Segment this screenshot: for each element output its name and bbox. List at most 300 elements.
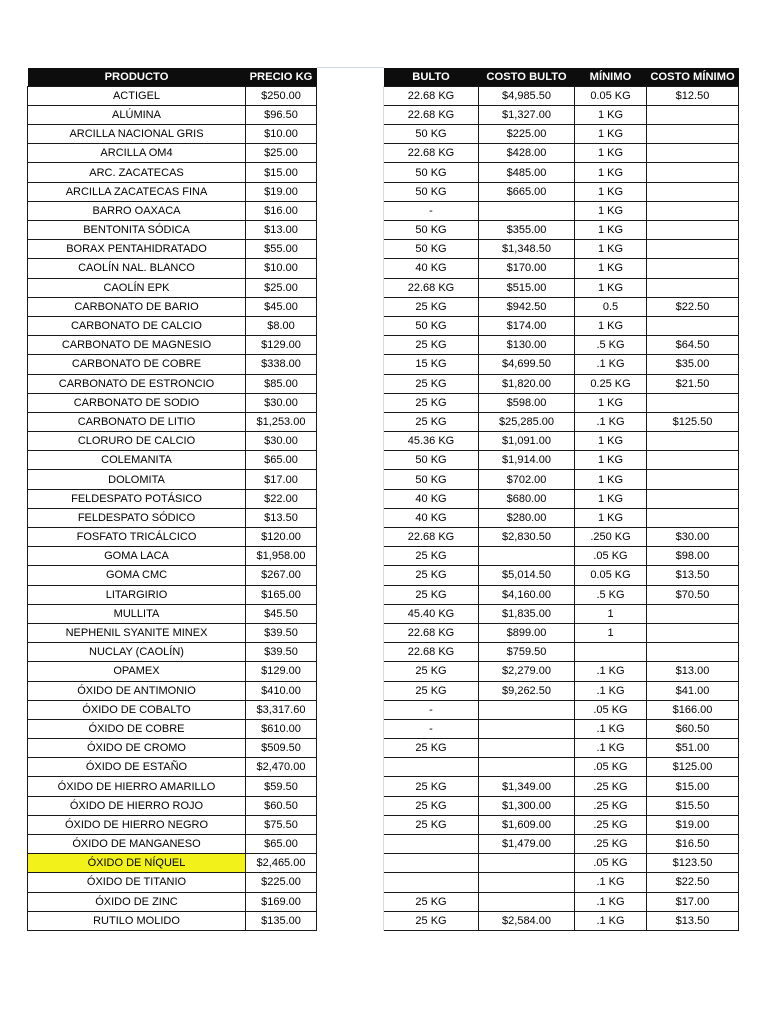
cell-minimo: 0.25 KG [575, 374, 647, 393]
cell-precio-kg: $30.00 [246, 432, 317, 451]
cell-bulto: 25 KG [384, 739, 479, 758]
cell-bulto: 50 KG [384, 316, 479, 335]
cell-producto: CARBONATO DE MAGNESIO [28, 336, 246, 355]
cell-costo-bulto [479, 873, 575, 892]
cell-minimo: 1 KG [575, 432, 647, 451]
cell-costo-bulto: $1,914.00 [479, 451, 575, 470]
cell-bulto: 25 KG [384, 892, 479, 911]
header-minimo: MÍNIMO [575, 68, 647, 87]
cell-minimo: 0.5 [575, 297, 647, 316]
cell-costo-bulto: $174.00 [479, 316, 575, 335]
cell-costo-bulto: $4,699.50 [479, 355, 575, 374]
cell-precio-kg: $338.00 [246, 355, 317, 374]
cell-precio-kg: $22.00 [246, 489, 317, 508]
cell-bulto: 45.36 KG [384, 432, 479, 451]
cell-bulto: 22.68 KG [384, 144, 479, 163]
cell-producto: ÓXIDO DE MANGANESO [28, 835, 246, 854]
cell-costo-minimo [647, 393, 739, 412]
cell-costo-bulto: $702.00 [479, 470, 575, 489]
table-row [28, 796, 739, 815]
cell-bulto: 40 KG [384, 489, 479, 508]
header-gap [317, 68, 384, 87]
cell-producto: DOLOMITA [28, 470, 246, 489]
cell-minimo: .250 KG [575, 528, 647, 547]
gap-cell [317, 623, 384, 642]
cell-bulto: 22.68 KG [384, 86, 479, 105]
gap-cell [317, 144, 384, 163]
cell-precio-kg: $129.00 [246, 662, 317, 681]
cell-costo-bulto: $4,985.50 [479, 86, 575, 105]
gap-cell [317, 528, 384, 547]
cell-producto: ÓXIDO DE HIERRO NEGRO [28, 815, 246, 834]
cell-costo-bulto: $170.00 [479, 259, 575, 278]
cell-costo-bulto [479, 700, 575, 719]
cell-minimo: 1 [575, 604, 647, 623]
gap-cell [317, 739, 384, 758]
cell-minimo: .25 KG [575, 796, 647, 815]
cell-bulto: 25 KG [384, 585, 479, 604]
table-row [28, 508, 739, 527]
cell-costo-minimo: $13.00 [647, 662, 739, 681]
cell-minimo: 1 KG [575, 163, 647, 182]
cell-costo-minimo [647, 316, 739, 335]
cell-costo-bulto: $130.00 [479, 336, 575, 355]
cell-precio-kg: $13.50 [246, 508, 317, 527]
cell-producto: FELDESPATO SÓDICO [28, 508, 246, 527]
gap-cell [317, 604, 384, 623]
gap-cell [317, 278, 384, 297]
cell-precio-kg: $16.00 [246, 201, 317, 220]
cell-producto: GOMA CMC [28, 566, 246, 585]
cell-minimo: .25 KG [575, 777, 647, 796]
cell-costo-minimo [647, 182, 739, 201]
cell-producto: CAOLÍN NAL. BLANCO [28, 259, 246, 278]
cell-bulto: 22.68 KG [384, 643, 479, 662]
gap-cell [317, 873, 384, 892]
cell-minimo: .1 KG [575, 739, 647, 758]
cell-precio-kg: $8.00 [246, 316, 317, 335]
cell-producto: CARBONATO DE SODIO [28, 393, 246, 412]
cell-costo-minimo: $64.50 [647, 336, 739, 355]
cell-precio-kg: $65.00 [246, 835, 317, 854]
cell-minimo: 0.05 KG [575, 86, 647, 105]
cell-bulto: 25 KG [384, 815, 479, 834]
cell-precio-kg: $39.50 [246, 643, 317, 662]
table-row [28, 604, 739, 623]
cell-precio-kg: $59.50 [246, 777, 317, 796]
gap-cell [317, 451, 384, 470]
cell-minimo: .1 KG [575, 873, 647, 892]
table-row [28, 105, 739, 124]
cell-precio-kg: $19.00 [246, 182, 317, 201]
cell-producto: ÓXIDO DE HIERRO AMARILLO [28, 777, 246, 796]
cell-minimo: 1 KG [575, 240, 647, 259]
cell-producto: RUTILO MOLIDO [28, 911, 246, 930]
cell-costo-minimo: $16.50 [647, 835, 739, 854]
gap-cell [317, 105, 384, 124]
table-row [28, 374, 739, 393]
header-costo-bulto: COSTO BULTO [479, 68, 575, 87]
header-costo-minimo: COSTO MÍNIMO [647, 68, 739, 87]
cell-minimo: 1 KG [575, 259, 647, 278]
cell-precio-kg: $225.00 [246, 873, 317, 892]
cell-minimo: 1 KG [575, 470, 647, 489]
cell-bulto: 25 KG [384, 662, 479, 681]
cell-precio-kg: $25.00 [246, 144, 317, 163]
cell-precio-kg: $17.00 [246, 470, 317, 489]
table-row [28, 719, 739, 738]
cell-costo-bulto: $680.00 [479, 489, 575, 508]
gap-cell [317, 892, 384, 911]
cell-producto: COLEMANITA [28, 451, 246, 470]
cell-minimo: .25 KG [575, 835, 647, 854]
gap-cell [317, 566, 384, 585]
table-row [28, 585, 739, 604]
cell-producto: ARCILLA NACIONAL GRIS [28, 125, 246, 144]
cell-precio-kg: $15.00 [246, 163, 317, 182]
cell-costo-minimo: $125.00 [647, 758, 739, 777]
gap-cell [317, 336, 384, 355]
cell-costo-minimo: $70.50 [647, 585, 739, 604]
cell-costo-minimo: $13.50 [647, 566, 739, 585]
cell-costo-minimo [647, 278, 739, 297]
table-row [28, 201, 739, 220]
cell-bulto: 25 KG [384, 412, 479, 431]
cell-bulto: 25 KG [384, 393, 479, 412]
cell-costo-minimo: $19.00 [647, 815, 739, 834]
cell-bulto: 25 KG [384, 297, 479, 316]
cell-precio-kg: $45.00 [246, 297, 317, 316]
cell-precio-kg: $25.00 [246, 278, 317, 297]
gap-cell [317, 719, 384, 738]
gap-cell [317, 355, 384, 374]
cell-producto: LITARGIRIO [28, 585, 246, 604]
cell-precio-kg: $85.00 [246, 374, 317, 393]
cell-costo-minimo: $17.00 [647, 892, 739, 911]
cell-precio-kg: $45.50 [246, 604, 317, 623]
cell-minimo: .25 KG [575, 815, 647, 834]
cell-bulto: 50 KG [384, 221, 479, 240]
price-table-sheet [27, 67, 739, 931]
cell-minimo: 1 KG [575, 316, 647, 335]
gap-cell [317, 86, 384, 105]
cell-producto: ARCILLA ZACATECAS FINA [28, 182, 246, 201]
gap-cell [317, 412, 384, 431]
cell-precio-kg: $96.50 [246, 105, 317, 124]
cell-producto: ÓXIDO DE ZINC [28, 892, 246, 911]
gap-cell [317, 547, 384, 566]
cell-minimo: 1 KG [575, 125, 647, 144]
gap-cell [317, 835, 384, 854]
cell-costo-bulto: $1,327.00 [479, 105, 575, 124]
cell-costo-bulto: $2,584.00 [479, 911, 575, 930]
cell-costo-minimo [647, 221, 739, 240]
cell-producto: FELDESPATO POTÁSICO [28, 489, 246, 508]
cell-costo-bulto: $428.00 [479, 144, 575, 163]
cell-bulto: 22.68 KG [384, 623, 479, 642]
gap-cell [317, 777, 384, 796]
table-row [28, 873, 739, 892]
cell-costo-minimo [647, 105, 739, 124]
table-row [28, 336, 739, 355]
cell-producto: CAOLÍN EPK [28, 278, 246, 297]
cell-bulto: 22.68 KG [384, 278, 479, 297]
cell-precio-kg: $250.00 [246, 86, 317, 105]
cell-precio-kg: $10.00 [246, 125, 317, 144]
table-row [28, 355, 739, 374]
cell-bulto: 50 KG [384, 451, 479, 470]
cell-costo-bulto: $1,609.00 [479, 815, 575, 834]
gap-cell [317, 585, 384, 604]
cell-precio-kg: $55.00 [246, 240, 317, 259]
cell-costo-minimo [647, 604, 739, 623]
table-row [28, 528, 739, 547]
cell-precio-kg: $60.50 [246, 796, 317, 815]
cell-costo-minimo [647, 259, 739, 278]
gap-cell [317, 374, 384, 393]
cell-precio-kg: $509.50 [246, 739, 317, 758]
cell-costo-bulto: $225.00 [479, 125, 575, 144]
cell-minimo: .05 KG [575, 547, 647, 566]
gap-cell [317, 700, 384, 719]
cell-costo-bulto [479, 719, 575, 738]
cell-bulto: 25 KG [384, 796, 479, 815]
cell-minimo: .1 KG [575, 412, 647, 431]
cell-producto: CARBONATO DE ESTRONCIO [28, 374, 246, 393]
cell-producto: BENTONITA SÓDICA [28, 221, 246, 240]
cell-minimo: 1 KG [575, 393, 647, 412]
cell-costo-bulto [479, 854, 575, 873]
table-row [28, 758, 739, 777]
gap-cell [317, 662, 384, 681]
cell-bulto: 40 KG [384, 259, 479, 278]
cell-bulto [384, 873, 479, 892]
table-row [28, 316, 739, 335]
gap-cell [317, 393, 384, 412]
cell-costo-bulto: $1,091.00 [479, 432, 575, 451]
gap-cell [317, 489, 384, 508]
cell-costo-bulto [479, 547, 575, 566]
table-row [28, 182, 739, 201]
cell-precio-kg: $610.00 [246, 719, 317, 738]
cell-precio-kg: $2,470.00 [246, 758, 317, 777]
cell-producto: FOSFATO TRICÁLCICO [28, 528, 246, 547]
cell-costo-bulto: $2,279.00 [479, 662, 575, 681]
cell-precio-kg: $1,253.00 [246, 412, 317, 431]
table-row [28, 739, 739, 758]
table-row [28, 297, 739, 316]
cell-costo-minimo: $15.50 [647, 796, 739, 815]
cell-minimo: 1 KG [575, 105, 647, 124]
cell-costo-bulto: $942.50 [479, 297, 575, 316]
cell-costo-bulto: $2,830.50 [479, 528, 575, 547]
cell-bulto: - [384, 700, 479, 719]
cell-producto: ÓXIDO DE COBALTO [28, 700, 246, 719]
cell-minimo: 1 KG [575, 182, 647, 201]
table-row [28, 163, 739, 182]
cell-producto: ALÚMINA [28, 105, 246, 124]
cell-bulto [384, 835, 479, 854]
cell-costo-minimo: $13.50 [647, 911, 739, 930]
cell-minimo: .1 KG [575, 681, 647, 700]
cell-minimo: .05 KG [575, 758, 647, 777]
table-row [28, 700, 739, 719]
cell-costo-bulto: $598.00 [479, 393, 575, 412]
table-row [28, 643, 739, 662]
cell-bulto: 15 KG [384, 355, 479, 374]
table-row [28, 566, 739, 585]
cell-minimo: .1 KG [575, 662, 647, 681]
cell-minimo: .5 KG [575, 585, 647, 604]
cell-costo-minimo [647, 470, 739, 489]
cell-costo-minimo: $22.50 [647, 297, 739, 316]
cell-costo-bulto [479, 758, 575, 777]
gap-cell [317, 125, 384, 144]
cell-producto: ÓXIDO DE HIERRO ROJO [28, 796, 246, 815]
cell-bulto: 25 KG [384, 374, 479, 393]
table-row [28, 432, 739, 451]
cell-costo-bulto: $1,835.00 [479, 604, 575, 623]
cell-minimo: 1 KG [575, 221, 647, 240]
table-row [28, 393, 739, 412]
table-row [28, 125, 739, 144]
cell-costo-bulto: $1,349.00 [479, 777, 575, 796]
table-row [28, 278, 739, 297]
cell-minimo: 1 KG [575, 201, 647, 220]
gap-cell [317, 201, 384, 220]
cell-costo-bulto [479, 739, 575, 758]
cell-bulto: 40 KG [384, 508, 479, 527]
table-row [28, 681, 739, 700]
cell-precio-kg: $169.00 [246, 892, 317, 911]
cell-bulto: 45.40 KG [384, 604, 479, 623]
cell-bulto [384, 758, 479, 777]
cell-bulto: 50 KG [384, 163, 479, 182]
cell-precio-kg: $1,958.00 [246, 547, 317, 566]
cell-minimo: 1 KG [575, 144, 647, 163]
cell-precio-kg: $39.50 [246, 623, 317, 642]
cell-bulto: 25 KG [384, 336, 479, 355]
cell-bulto: 25 KG [384, 911, 479, 930]
cell-producto: OPAMEX [28, 662, 246, 681]
cell-costo-bulto: $759.50 [479, 643, 575, 662]
cell-costo-bulto: $485.00 [479, 163, 575, 182]
table-row [28, 623, 739, 642]
cell-producto: NEPHENIL SYANITE MINEX [28, 623, 246, 642]
cell-costo-minimo: $51.00 [647, 739, 739, 758]
cell-costo-minimo [647, 125, 739, 144]
cell-costo-minimo [647, 144, 739, 163]
gap-cell [317, 796, 384, 815]
cell-producto: ÓXIDO DE TITANIO [28, 873, 246, 892]
cell-bulto: 25 KG [384, 777, 479, 796]
table-body [28, 86, 739, 930]
table-row [28, 470, 739, 489]
cell-costo-minimo [647, 508, 739, 527]
cell-bulto: 25 KG [384, 566, 479, 585]
cell-minimo: .1 KG [575, 719, 647, 738]
cell-costo-minimo [647, 451, 739, 470]
cell-costo-minimo: $21.50 [647, 374, 739, 393]
header-row [28, 68, 739, 87]
cell-costo-bulto: $25,285.00 [479, 412, 575, 431]
cell-bulto: 50 KG [384, 182, 479, 201]
header-producto: PRODUCTO [28, 68, 246, 87]
cell-costo-bulto: $9,262.50 [479, 681, 575, 700]
cell-bulto: 25 KG [384, 681, 479, 700]
gap-cell [317, 758, 384, 777]
table-row [28, 451, 739, 470]
cell-costo-minimo [647, 432, 739, 451]
cell-producto: MULLITA [28, 604, 246, 623]
cell-producto: ÓXIDO DE ESTAÑO [28, 758, 246, 777]
cell-costo-minimo: $98.00 [647, 547, 739, 566]
table-row [28, 489, 739, 508]
cell-producto: ARC. ZACATECAS [28, 163, 246, 182]
table-row [28, 412, 739, 431]
cell-precio-kg: $135.00 [246, 911, 317, 930]
cell-precio-kg: $10.00 [246, 259, 317, 278]
table-row [28, 815, 739, 834]
cell-minimo: 1 KG [575, 278, 647, 297]
cell-precio-kg: $267.00 [246, 566, 317, 585]
cell-precio-kg: $129.00 [246, 336, 317, 355]
cell-costo-minimo: $123.50 [647, 854, 739, 873]
cell-producto: CLORURO DE CALCIO [28, 432, 246, 451]
cell-bulto: 22.68 KG [384, 105, 479, 124]
cell-precio-kg: $165.00 [246, 585, 317, 604]
cell-producto: ARCILLA OM4 [28, 144, 246, 163]
header-precio-kg: PRECIO KG [246, 68, 317, 87]
table-row [28, 662, 739, 681]
table-row [28, 259, 739, 278]
cell-minimo: .1 KG [575, 355, 647, 374]
cell-producto: ÓXIDO DE CROMO [28, 739, 246, 758]
cell-costo-bulto: $1,348.50 [479, 240, 575, 259]
cell-producto: GOMA LACA [28, 547, 246, 566]
cell-precio-kg: $2,465.00 [246, 854, 317, 873]
cell-costo-minimo [647, 623, 739, 642]
cell-precio-kg: $65.00 [246, 451, 317, 470]
table-row [28, 547, 739, 566]
cell-costo-bulto: $1,300.00 [479, 796, 575, 815]
cell-bulto: 25 KG [384, 547, 479, 566]
gap-cell [317, 297, 384, 316]
cell-costo-bulto: $515.00 [479, 278, 575, 297]
cell-precio-kg: $120.00 [246, 528, 317, 547]
gap-cell [317, 240, 384, 259]
cell-costo-minimo [647, 201, 739, 220]
cell-precio-kg: $3,317.60 [246, 700, 317, 719]
cell-minimo: 1 KG [575, 508, 647, 527]
cell-costo-minimo: $15.00 [647, 777, 739, 796]
gap-cell [317, 221, 384, 240]
cell-producto: ÓXIDO DE ANTIMONIO [28, 681, 246, 700]
cell-costo-bulto: $355.00 [479, 221, 575, 240]
cell-producto: BARRO OAXACA [28, 201, 246, 220]
cell-minimo: .05 KG [575, 700, 647, 719]
cell-minimo: 1 KG [575, 489, 647, 508]
table-row [28, 240, 739, 259]
price-table [27, 67, 739, 931]
gap-cell [317, 643, 384, 662]
gap-cell [317, 182, 384, 201]
table-row [28, 777, 739, 796]
table-row [28, 835, 739, 854]
cell-producto: ÓXIDO DE COBRE [28, 719, 246, 738]
cell-bulto: 50 KG [384, 125, 479, 144]
cell-minimo: .1 KG [575, 892, 647, 911]
